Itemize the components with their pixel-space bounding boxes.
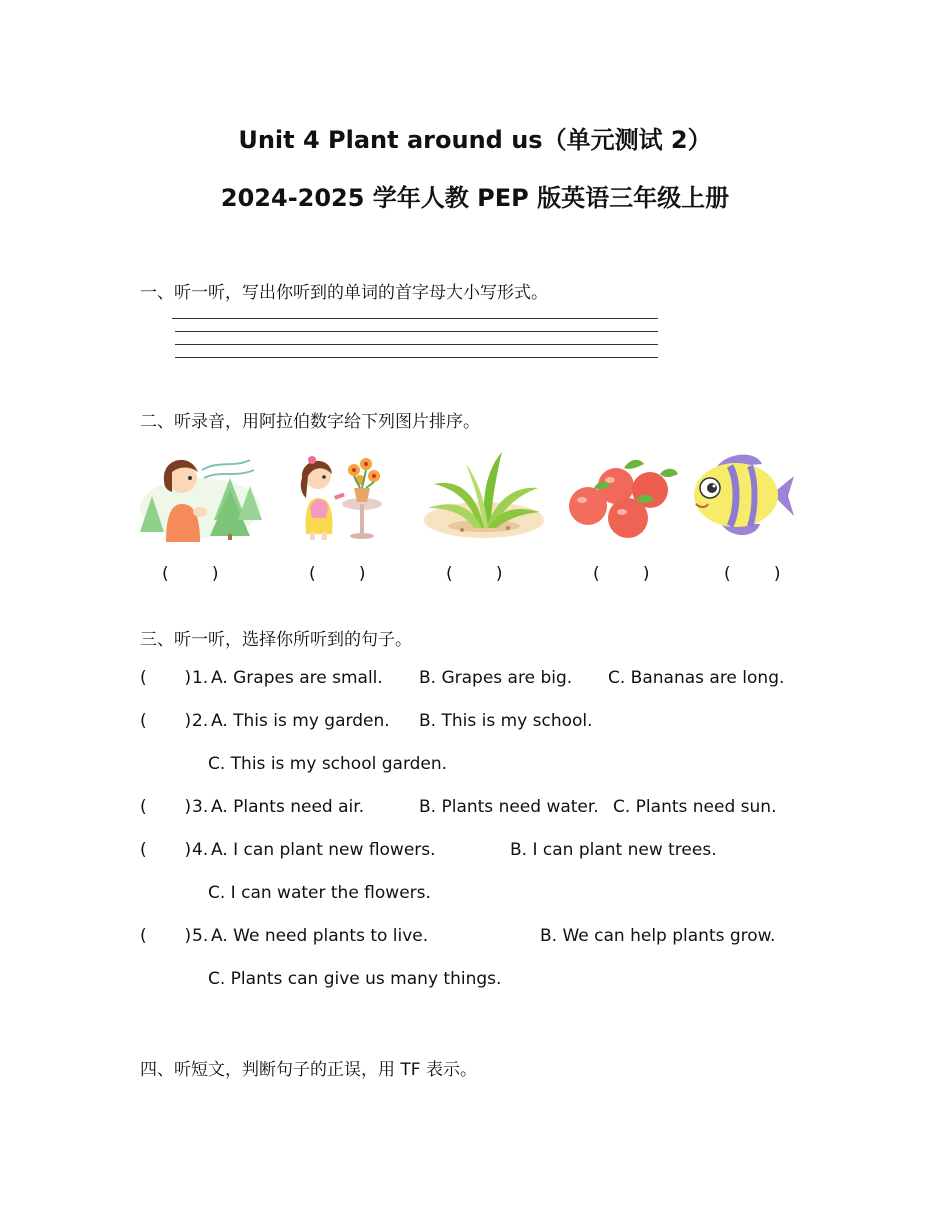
girl-in-forest-picture	[138, 448, 262, 542]
question-1-option-c: C. Bananas are long.	[608, 668, 785, 688]
question-2-option-a: A. This is my garden.	[211, 711, 390, 731]
question-2-option-b: B. This is my school.	[419, 711, 593, 731]
section-2-heading: 二、听录音，用阿拉伯数字给下列图片排序。	[140, 412, 480, 432]
question-4-number: 4.	[192, 840, 209, 860]
writing-line	[172, 318, 658, 319]
document-title: Unit 4 Plant around us（单元测试 2）	[238, 126, 712, 154]
question-4-option-c: C. I can water the flowers.	[208, 883, 431, 903]
question-1-number: 1.	[192, 668, 209, 688]
fish-picture	[686, 450, 796, 540]
question-2-answer-blank[interactable]: ( )	[140, 711, 192, 731]
document-subtitle: 2024-2025 学年人教 PEP 版英语三年级上册	[220, 184, 730, 212]
question-2-option-c: C. This is my school garden.	[208, 754, 448, 774]
grass-plant-picture	[422, 448, 546, 540]
question-4-option-b: B. I can plant new trees.	[510, 840, 717, 860]
question-5-number: 5.	[192, 926, 209, 946]
section-4-heading: 四、听短文，判断句子的正误，用 TF 表示。	[140, 1060, 477, 1080]
girl-with-flowers-picture	[290, 446, 390, 542]
picture-5-answer-blank[interactable]: ( )	[724, 564, 781, 584]
section-3-heading: 三、听一听，选择你所听到的句子。	[140, 630, 412, 650]
question-5-option-a: A. We need plants to live.	[211, 926, 429, 946]
question-3-option-a: A. Plants need air.	[211, 797, 365, 817]
question-3-answer-blank[interactable]: ( )	[140, 797, 192, 817]
writing-line	[175, 331, 658, 332]
question-1-option-a: A. Grapes are small.	[211, 668, 383, 688]
question-5-answer-blank[interactable]: ( )	[140, 926, 192, 946]
question-1-option-b: B. Grapes are big.	[419, 668, 573, 688]
question-4-answer-blank[interactable]: ( )	[140, 840, 192, 860]
writing-line	[175, 357, 658, 358]
question-4-option-a: A. I can plant new flowers.	[211, 840, 436, 860]
apples-picture	[566, 456, 680, 540]
question-5-option-c: C. Plants can give us many things.	[208, 969, 502, 989]
question-2-number: 2.	[192, 711, 209, 731]
question-3-number: 3.	[192, 797, 209, 817]
writing-line	[175, 344, 658, 345]
picture-4-answer-blank[interactable]: ( )	[593, 564, 650, 584]
question-3-option-b: B. Plants need water.	[419, 797, 599, 817]
question-5-option-b: B. We can help plants grow.	[540, 926, 776, 946]
question-3-option-c: C. Plants need sun.	[613, 797, 777, 817]
picture-3-answer-blank[interactable]: ( )	[446, 564, 503, 584]
section-1-heading: 一、听一听，写出你听到的单词的首字母大小写形式。	[140, 283, 548, 303]
question-1-answer-blank[interactable]: ( )	[140, 668, 192, 688]
picture-1-answer-blank[interactable]: ( )	[162, 564, 219, 584]
picture-2-answer-blank[interactable]: ( )	[309, 564, 366, 584]
